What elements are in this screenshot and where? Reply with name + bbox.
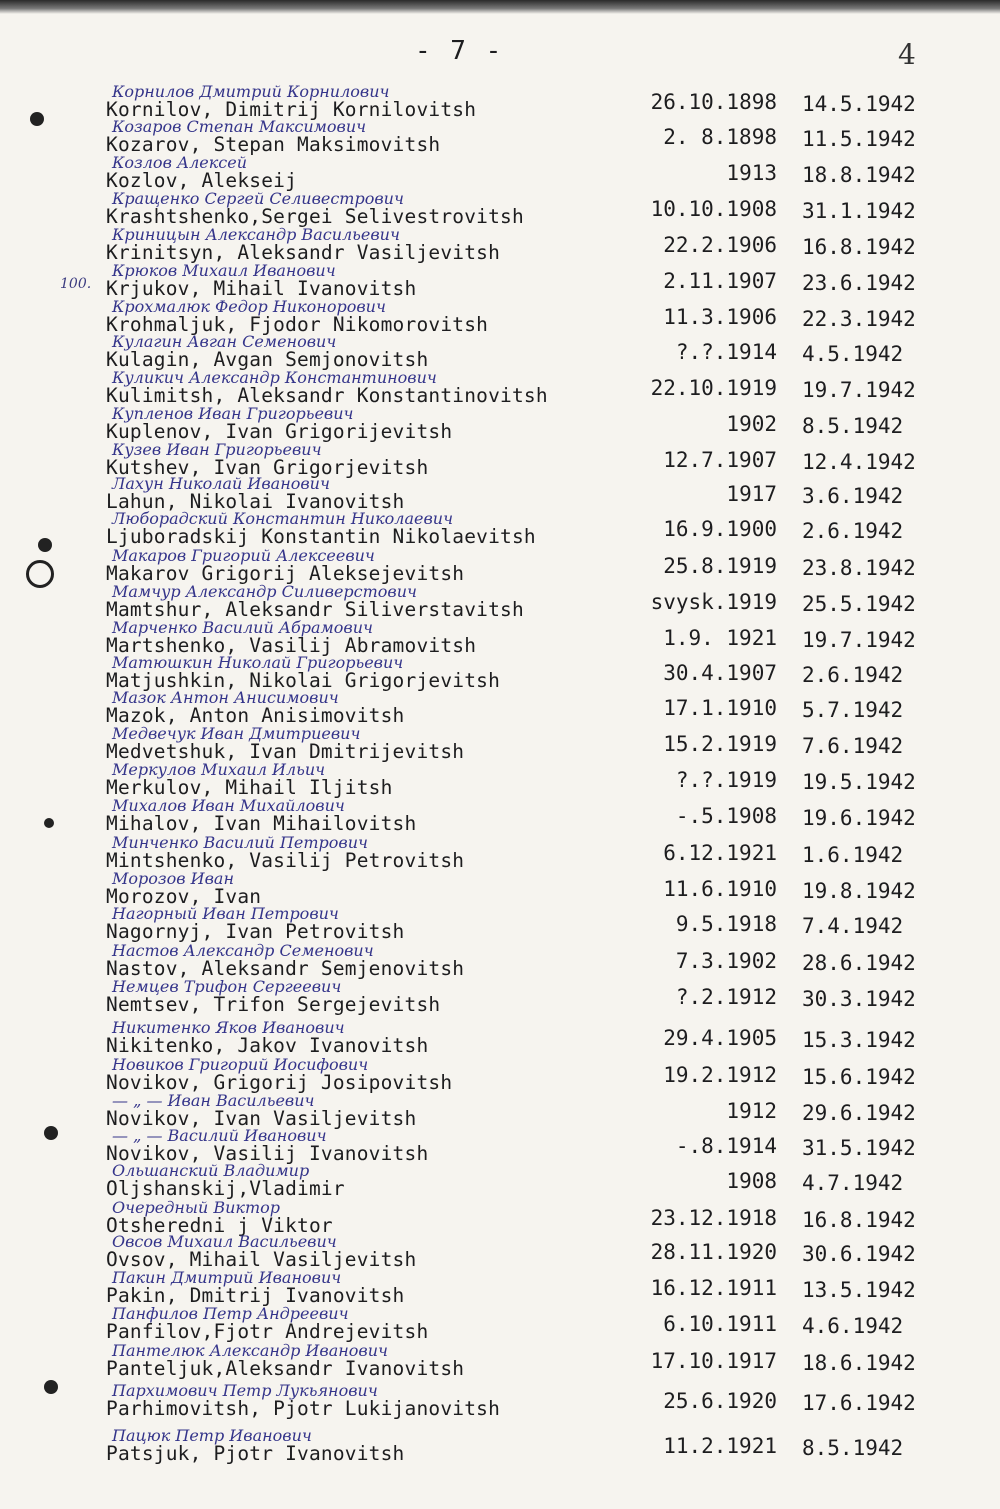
death-date: 14.5.1942	[802, 92, 916, 116]
birth-date: 12.7.1907	[663, 448, 777, 472]
death-date: 2.6.1942	[802, 519, 904, 543]
typed-name: Pakin, Dmitrij Ivanovitsh	[106, 1284, 405, 1307]
death-date: 19.6.1942	[802, 806, 916, 830]
typed-name: Nastov, Aleksandr Semjenovitsh	[106, 957, 465, 980]
birth-date: 28.11.1920	[650, 1240, 777, 1264]
death-date: 28.6.1942	[802, 951, 916, 975]
birth-date: 7.3.1902	[675, 949, 777, 973]
birth-date: 17.10.1917	[650, 1349, 777, 1373]
death-date: 5.7.1942	[802, 698, 904, 722]
handwritten-name: Медвечук Иван Дмитриевич	[112, 724, 361, 743]
death-date: 23.8.1942	[802, 556, 916, 580]
death-date: 4.6.1942	[802, 1314, 904, 1338]
death-date: 23.6.1942	[802, 271, 916, 295]
birth-date: -.8.1914	[675, 1134, 777, 1158]
birth-date: 9.5.1918	[675, 912, 777, 936]
birth-date: 11.2.1921	[663, 1434, 777, 1458]
handwritten-name: Люборадский Константин Николаевич	[112, 509, 454, 528]
handwritten-name: Мамчур Александр Силиверстович	[112, 582, 417, 601]
death-date: 25.5.1942	[802, 592, 916, 616]
birth-date: 1.9. 1921	[663, 626, 777, 650]
death-date: 15.6.1942	[802, 1065, 916, 1089]
typed-name: Krinitsyn, Aleksandr Vasiljevitsh	[106, 241, 501, 264]
birth-date: 1913	[726, 161, 777, 185]
typed-name: Lahun, Nikolai Ivanovitsh	[106, 490, 405, 513]
death-date: 31.5.1942	[802, 1136, 916, 1160]
handwritten-name: Матюшкин Николай Григорьевич	[112, 653, 404, 672]
handwritten-name: Куликич Александр Константинович	[112, 368, 437, 387]
death-date: 30.3.1942	[802, 987, 916, 1011]
death-date: 17.6.1942	[802, 1391, 916, 1415]
birth-date: 22.2.1906	[663, 233, 777, 257]
typed-name: Mihalov, Ivan Mihailovitsh	[106, 812, 417, 835]
handwritten-name: Немцев Трифон Сергеевич	[112, 977, 342, 996]
death-date: 15.3.1942	[802, 1028, 916, 1052]
typed-name: Novikov, Vasilij Ivanovitsh	[106, 1142, 429, 1165]
handwritten-name: Марченко Василий Абрамович	[112, 618, 373, 637]
typed-name: Nemtsev, Trifon Sergejevitsh	[106, 993, 441, 1016]
handwritten-name: Козлов Алексей	[112, 153, 248, 172]
birth-date: 10.10.1908	[650, 197, 777, 221]
handwritten-name: Кращенко Сергей Селивестрович	[112, 189, 404, 208]
handwritten-name: Козаров Степан Максимович	[112, 117, 367, 136]
typed-name: Nagornyj, Ivan Petrovitsh	[106, 920, 405, 943]
birth-date: 1917	[726, 482, 777, 506]
handwritten-name: Настов Александр Семенович	[112, 941, 374, 960]
birth-date: 2. 8.1898	[663, 125, 777, 149]
typed-name: Krohmaljuk, Fjodor Nikomorovitsh	[106, 313, 489, 336]
handwritten-name: Очередный Виктор	[112, 1198, 281, 1217]
death-date: 4.5.1942	[802, 342, 904, 366]
handwritten-name: Крохмалюк Федор Никонорович	[112, 297, 386, 316]
birth-date: 22.10.1919	[650, 376, 777, 400]
typed-name: Patsjuk, Pjotr Ivanovitsh	[106, 1442, 405, 1465]
death-date: 19.7.1942	[802, 628, 916, 652]
typed-name: Mazok, Anton Anisimovitsh	[106, 704, 405, 727]
typed-name: Panfilov,Fjotr Andrejevitsh	[106, 1320, 429, 1343]
death-date: 8.5.1942	[802, 414, 904, 438]
birth-date: 26.10.1898	[650, 90, 777, 114]
birth-date: 11.3.1906	[663, 305, 777, 329]
death-date: 30.6.1942	[802, 1242, 916, 1266]
typed-name: Morozov, Ivan	[106, 885, 262, 908]
birth-date: 17.1.1910	[663, 696, 777, 720]
birth-date: svysk.1919	[650, 590, 777, 614]
handwritten-name: — „ — Василий Иванович	[112, 1126, 327, 1145]
handwritten-name: Панфилов Петр Андреевич	[112, 1304, 349, 1323]
typed-name: Otsheredni j Viktor	[106, 1214, 333, 1237]
margin-note: 100.	[60, 276, 92, 292]
handwritten-name: Пацюк Петр Иванович	[112, 1426, 312, 1445]
death-date: 16.8.1942	[802, 235, 916, 259]
typed-name: Kozarov, Stepan Maksimovitsh	[106, 133, 441, 156]
handwritten-name: Нагорный Иван Петрович	[112, 904, 339, 923]
handwritten-name: Макаров Григорий Алексеевич	[112, 546, 375, 565]
birth-date: ?.?.1914	[675, 340, 777, 364]
birth-date: 23.12.1918	[650, 1206, 777, 1230]
typed-name: Krashtshenko,Sergei Selivestrovitsh	[106, 205, 524, 228]
death-date: 18.6.1942	[802, 1351, 916, 1375]
typed-name: Ljuboradskij Konstantin Nikolaevitsh	[106, 525, 536, 548]
handwritten-name: Крюков Михаил Иванович	[112, 261, 336, 280]
handwritten-name: Пантелюк Александр Иванович	[112, 1341, 388, 1360]
death-date: 8.5.1942	[802, 1436, 904, 1460]
handwritten-name: Пакин Дмитрий Иванович	[112, 1268, 342, 1287]
birth-date: 2.11.1907	[663, 269, 777, 293]
birth-date: 1908	[726, 1169, 777, 1193]
handwritten-name: — „ — Иван Васильевич	[112, 1091, 315, 1110]
death-date: 4.7.1942	[802, 1171, 904, 1195]
birth-date: 11.6.1910	[663, 877, 777, 901]
birth-date: 1902	[726, 412, 777, 436]
register-entry	[0, 1426, 1000, 1476]
birth-date: ?.?.1919	[675, 768, 777, 792]
typed-name: Medvetshuk, Ivan Dmitrijevitsh	[106, 740, 465, 763]
birth-date: ?.2.1912	[675, 985, 777, 1009]
typed-name: Mamtshur, Aleksandr Siliverstavitsh	[106, 598, 524, 621]
handwritten-name: Михалов Иван Михайлович	[112, 796, 345, 815]
typed-name: Kulimitsh, Aleksandr Konstantinovitsh	[106, 384, 548, 407]
typed-name: Novikov, Grigorij Josipovitsh	[106, 1071, 453, 1094]
birth-date: 30.4.1907	[663, 661, 777, 685]
typed-name: Matjushkin, Nikolai Grigorjevitsh	[106, 669, 501, 692]
death-date: 2.6.1942	[802, 663, 904, 687]
handwritten-name: Ольшанский Владимир	[112, 1161, 310, 1180]
death-date: 31.1.1942	[802, 199, 916, 223]
handwritten-name: Купленов Иван Григорьевич	[112, 404, 354, 423]
death-date: 29.6.1942	[802, 1101, 916, 1125]
death-date: 13.5.1942	[802, 1278, 916, 1302]
birth-date: 25.8.1919	[663, 554, 777, 578]
typed-name: Oljshanskij,Vladimir	[106, 1177, 345, 1200]
handwritten-name: Минченко Василий Петрович	[112, 833, 368, 852]
handwritten-name: Кулагин Авган Семенович	[112, 332, 337, 351]
typed-name: Novikov, Ivan Vasiljevitsh	[106, 1107, 417, 1130]
typed-name: Nikitenko, Jakov Ivanovitsh	[106, 1034, 429, 1057]
handwritten-name: Новиков Григорий Иосифович	[112, 1055, 369, 1074]
typed-name: Kutshev, Ivan Grigorjevitsh	[106, 456, 429, 479]
death-date: 12.4.1942	[802, 450, 916, 474]
death-date: 19.8.1942	[802, 879, 916, 903]
birth-date: 16.12.1911	[650, 1276, 777, 1300]
death-date: 11.5.1942	[802, 127, 916, 151]
death-date: 22.3.1942	[802, 307, 916, 331]
birth-date: 15.2.1919	[663, 732, 777, 756]
handwritten-name: Корнилов Дмитрий Корнилович	[112, 82, 390, 101]
page-number: - 7 -	[415, 36, 504, 66]
typed-name: Makarov Grigorij Aleksejevitsh	[106, 562, 465, 585]
handwritten-name: Криницын Александр Васильевич	[112, 225, 400, 244]
handwritten-name: Морозов Иван	[112, 869, 234, 888]
typed-name: Mintshenko, Vasilij Petrovitsh	[106, 849, 465, 872]
typed-name: Kuplenov, Ivan Grigorijevitsh	[106, 420, 453, 443]
death-date: 1.6.1942	[802, 843, 904, 867]
birth-date: 16.9.1900	[663, 517, 777, 541]
archive-number: 4	[898, 38, 916, 71]
typed-name: Kozlov, Alekseij	[106, 169, 298, 192]
birth-date: 29.4.1905	[663, 1026, 777, 1050]
death-date: 19.5.1942	[802, 770, 916, 794]
birth-date: 1912	[726, 1099, 777, 1123]
birth-date: -.5.1908	[675, 804, 777, 828]
handwritten-name: Мазок Антон Анисимович	[112, 688, 339, 707]
death-date: 16.8.1942	[802, 1208, 916, 1232]
handwritten-name: Меркулов Михаил Ильич	[112, 760, 326, 779]
typed-name: Krjukov, Mihail Ivanovitsh	[106, 277, 417, 300]
death-date: 19.7.1942	[802, 378, 916, 402]
death-date: 18.8.1942	[802, 163, 916, 187]
typed-name: Kulagin, Avgan Semjonovitsh	[106, 348, 429, 371]
typed-name: Panteljuk,Aleksandr Ivanovitsh	[106, 1357, 465, 1380]
birth-date: 6.12.1921	[663, 841, 777, 865]
death-date: 3.6.1942	[802, 484, 904, 508]
handwritten-name: Лахун Николай Иванович	[112, 474, 330, 493]
handwritten-name: Пархимович Петр Лукьянович	[112, 1381, 378, 1400]
birth-date: 6.10.1911	[663, 1312, 777, 1336]
typed-name: Ovsov, Mihail Vasiljevitsh	[106, 1248, 417, 1271]
handwritten-name: Никитенко Яков Иванович	[112, 1018, 345, 1037]
typed-name: Kornilov, Dimitrij Kornilovitsh	[106, 98, 477, 121]
birth-date: 25.6.1920	[663, 1389, 777, 1413]
page-fold-edge	[0, 0, 1000, 14]
death-date: 7.4.1942	[802, 914, 904, 938]
typed-name: Martshenko, Vasilij Abramovitsh	[106, 634, 477, 657]
handwritten-name: Кузев Иван Григорьевич	[112, 440, 322, 459]
death-date: 7.6.1942	[802, 734, 904, 758]
typed-name: Merkulov, Mihail Iljitsh	[106, 776, 393, 799]
handwritten-name: Овсов Михаил Васильевич	[112, 1232, 337, 1251]
birth-date: 19.2.1912	[663, 1063, 777, 1087]
typed-name: Parhimovitsh, Pjotr Lukijanovitsh	[106, 1397, 501, 1420]
